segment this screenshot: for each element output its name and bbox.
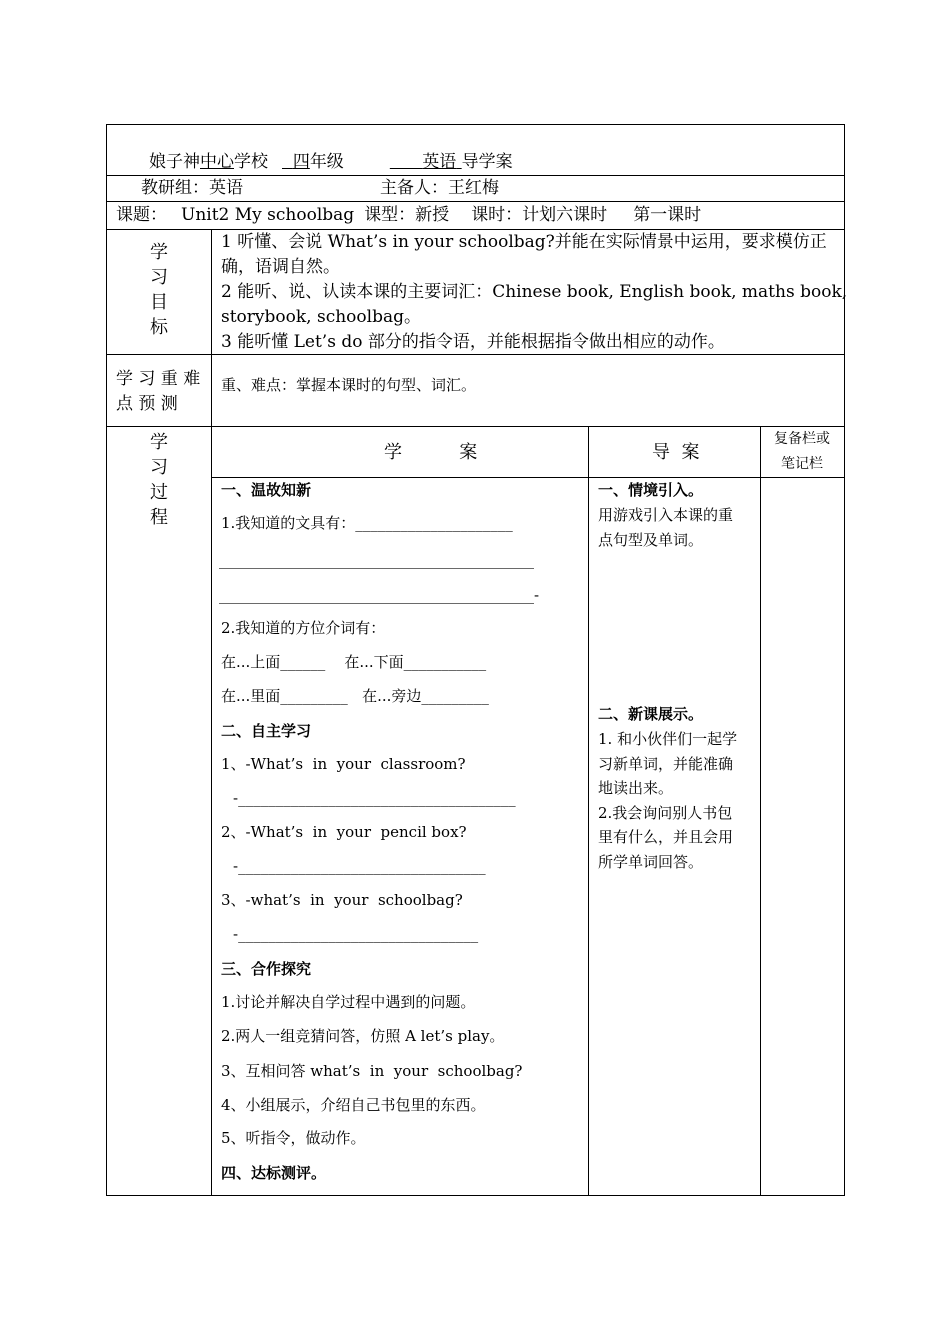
table-border-bottom <box>106 1195 845 1196</box>
study-section-4-title: 四、达标测评。 <box>221 1164 327 1182</box>
doc-header <box>149 154 513 171</box>
study-coop-5: 5、听指令，做动作。 <box>221 1129 366 1147</box>
period-label: 课时：计划六课时 <box>471 205 608 225</box>
process-label: 学 习 过 程 <box>150 432 168 528</box>
guide-section-1-title: 一、情境引入。 <box>598 481 704 499</box>
table-border-top <box>106 124 845 125</box>
grade-suffix: 年级 <box>309 152 344 172</box>
group-label: 教研组：英语 <box>141 178 243 198</box>
guide-section-2-text: 1. 和小伙伴们一起学 习新单词，并能准确 地读出来。 2.我会询问别人书包 里有什么，并且会用 所学单词回答。 <box>598 730 738 871</box>
subject: 英语 <box>422 152 457 172</box>
objective-line: storybook, schoolbag。 <box>221 307 421 327</box>
study-q2: 2.我知道的方位介词有： <box>221 619 386 637</box>
col-header-study: 学 案 <box>384 442 478 463</box>
study-coop-4: 4、小组展示，介绍自己书包里的东西。 <box>221 1096 486 1114</box>
study-item-2: 2、-What’s in your pencil box? <box>221 823 467 841</box>
study-section-2-title: 二、自主学习 <box>221 722 312 740</box>
study-q2-line2: 在...里面_________ 在...旁边_________ <box>221 687 489 705</box>
col-header-guide: 导 案 <box>652 442 700 463</box>
objective-line: 2 能听、说、认读本课的主要词汇：Chinese book, English book, maths book, <box>221 282 848 302</box>
lesson-type: 课型：新授 <box>364 205 450 225</box>
row-divider <box>106 426 845 427</box>
study-q1-line3: __________________________________________- <box>219 586 540 604</box>
row-divider <box>106 175 845 176</box>
preparer-label: 主备人：王红梅 <box>380 178 499 198</box>
objective-line: 1 听懂、会说 What’s in your schoolbag?并能在实际情景中运用，要求模仿正 <box>221 232 827 252</box>
study-q1-line2: __________________________________________ <box>219 551 534 569</box>
col-header-notes-2: 笔记栏 <box>781 456 823 472</box>
study-item-3: 3、-what’s in your schoolbag? <box>221 891 463 909</box>
topic-value: Unit2 My schoolbag <box>181 205 355 225</box>
study-item-1-answer: -_____________________________________ <box>233 789 516 807</box>
school-prefix: 娘子神 <box>149 152 200 172</box>
study-q2-line1: 在...上面______ 在...下面___________ <box>221 653 487 671</box>
objectives-label: 学 习 目 标 <box>150 242 168 338</box>
col-divider-study <box>588 426 589 1196</box>
study-section-1-title: 一、温故知新 <box>221 481 312 499</box>
doc-type: 导学案 <box>461 152 513 172</box>
objectives-text <box>221 230 847 355</box>
lesson-row <box>116 207 701 224</box>
row-divider <box>211 477 845 478</box>
study-coop-1: 1.讨论并解决自学过程中遇到的问题。 <box>221 993 476 1011</box>
period-value: 第一课时 <box>633 205 702 225</box>
study-section-3-title: 三、合作探究 <box>221 960 312 978</box>
grade-number: 四 <box>292 152 310 172</box>
col-header-notes-1: 复备栏或 <box>774 431 830 447</box>
study-q1: 1.我知道的文具有：_____________________ <box>221 514 513 532</box>
study-item-3-answer: -________________________________ <box>233 925 479 943</box>
topic-label: 课题： <box>116 205 167 225</box>
guide-section-2-title: 二、新课展示。 <box>598 705 704 723</box>
objective-line: 3 能听懂 Let’s do 部分的指令语，并能根据指令做出相应的动作。 <box>221 332 725 352</box>
objective-line: 确，语调自然。 <box>221 257 340 277</box>
row-divider <box>106 201 845 202</box>
key-points-label-2: 点 预 测 <box>116 394 178 414</box>
guide-section-1-text: 用游戏引入本课的重 点句型及单词。 <box>598 506 734 549</box>
col-divider-label <box>211 229 212 1196</box>
study-coop-3: 3、互相问答 what’s in your schoolbag? <box>221 1062 523 1080</box>
study-item-1: 1、-What’s in your classroom? <box>221 755 466 773</box>
key-points-text: 重、难点：掌握本课时的句型、词汇。 <box>221 376 477 394</box>
col-divider-guide <box>760 426 761 1196</box>
school-suffix: 学校 <box>234 152 268 172</box>
study-coop-2: 2.两人一组竞猜问答，仿照 A let’s play。 <box>221 1027 505 1045</box>
key-points-label-1: 学 习 重 难 <box>116 369 201 389</box>
study-item-2-answer: -_________________________________ <box>233 857 486 875</box>
school-mid: 中心 <box>200 152 234 172</box>
